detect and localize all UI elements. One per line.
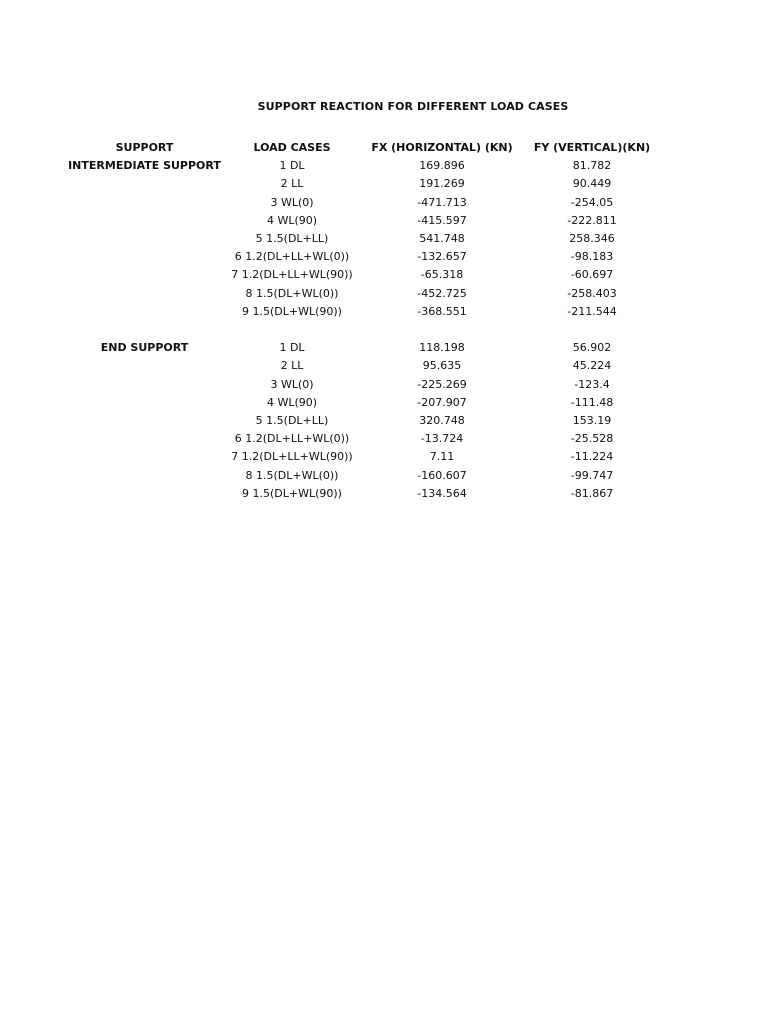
load-case: 1 DL: [279, 341, 305, 355]
load-case: 2 LL: [280, 359, 304, 373]
fy-value: 258.346: [569, 232, 615, 246]
support-empty: [62, 248, 227, 266]
table-row: [62, 448, 657, 466]
support-empty: [62, 194, 227, 212]
table-row: [62, 394, 657, 412]
table-row: [62, 157, 657, 175]
support-empty: [62, 212, 227, 230]
support-name: INTERMEDIATE SUPPORT: [68, 159, 221, 173]
fy-value: -211.544: [567, 304, 617, 318]
header-row: [62, 139, 657, 157]
header-load-cases: LOAD CASES: [253, 141, 331, 154]
support-empty: [62, 357, 227, 375]
fx-value: -13.724: [420, 432, 464, 446]
load-case: 1 DL: [279, 159, 305, 173]
fx-value: -471.713: [417, 195, 467, 209]
fx-value: -160.607: [417, 468, 467, 482]
table-row: [62, 194, 657, 212]
fx-value: -207.907: [417, 395, 467, 409]
table-row: [62, 467, 657, 485]
fy-value: -81.867: [570, 486, 614, 500]
fy-value: 81.782: [572, 159, 612, 173]
support-empty: [62, 266, 227, 284]
load-case: 8 1.5(DL+WL(0)): [245, 468, 339, 482]
table-row: [62, 212, 657, 230]
fx-value: -225.269: [417, 377, 467, 391]
table-row: [62, 303, 657, 321]
table-row: [62, 376, 657, 394]
load-case: 5 1.5(DL+LL): [255, 414, 329, 428]
table-row: [62, 230, 657, 248]
table-row: [62, 175, 657, 193]
fx-value: 191.269: [419, 177, 465, 191]
header-support: SUPPORT: [115, 141, 174, 154]
fy-value: -99.747: [570, 468, 614, 482]
header-fy: FY (VERTICAL)(KN): [533, 141, 651, 154]
fy-value: -258.403: [567, 286, 617, 300]
fy-value: -254.05: [570, 195, 614, 209]
fy-value: -222.811: [567, 213, 617, 227]
load-case: 7 1.2(DL+LL+WL(90)): [231, 450, 353, 464]
table-row: [62, 485, 657, 503]
fy-value: -123.4: [574, 377, 610, 391]
load-case: 6 1.2(DL+LL+WL(0)): [234, 250, 350, 264]
support-empty: [62, 285, 227, 303]
support-empty: [62, 394, 227, 412]
support-empty: [62, 412, 227, 430]
fy-value: 45.224: [572, 359, 612, 373]
fx-value: -452.725: [417, 286, 467, 300]
fx-value: 541.748: [419, 232, 465, 246]
table-body: [62, 157, 657, 503]
table-row: [62, 412, 657, 430]
table-row: [62, 357, 657, 375]
fy-value: 153.19: [572, 414, 612, 428]
support-reaction-table: [62, 139, 657, 503]
fx-value: -134.564: [417, 486, 467, 500]
fx-value: 95.635: [422, 359, 462, 373]
load-case: 8 1.5(DL+WL(0)): [245, 286, 339, 300]
spacer-cell: [62, 321, 657, 339]
fx-value: 169.896: [419, 159, 465, 173]
fy-value: 90.449: [572, 177, 612, 191]
support-empty: [62, 175, 227, 193]
fy-value: -60.697: [570, 268, 614, 282]
support-name: END SUPPORT: [100, 341, 189, 355]
fy-value: -25.528: [570, 432, 614, 446]
fy-value: -11.224: [570, 450, 614, 464]
table-row: [62, 285, 657, 303]
fx-value: -415.597: [417, 213, 467, 227]
fx-value: -132.657: [417, 250, 467, 264]
header-fx: FX (HORIZONTAL) (KN): [371, 141, 513, 154]
group-spacer: [62, 321, 657, 339]
load-case: 4 WL(90): [266, 395, 318, 409]
load-case: 3 WL(0): [270, 195, 314, 209]
fx-value: 118.198: [419, 341, 465, 355]
support-empty: [62, 467, 227, 485]
support-empty: [62, 485, 227, 503]
table-header: [62, 139, 657, 157]
support-empty: [62, 430, 227, 448]
fy-value: 56.902: [572, 341, 612, 355]
fx-value: 320.748: [419, 414, 465, 428]
table-row: [62, 430, 657, 448]
table-row: [62, 248, 657, 266]
table-row: [62, 266, 657, 284]
load-case: 9 1.5(DL+WL(90)): [242, 304, 342, 318]
support-empty: [62, 376, 227, 394]
load-case: 5 1.5(DL+LL): [255, 232, 329, 246]
load-case: 3 WL(0): [270, 377, 314, 391]
support-empty: [62, 303, 227, 321]
fx-value: -368.551: [417, 304, 467, 318]
support-empty: [62, 230, 227, 248]
load-case: 4 WL(90): [266, 213, 318, 227]
page-title: SUPPORT REACTION FOR DIFFERENT LOAD CASES: [257, 100, 569, 113]
load-case: 7 1.2(DL+LL+WL(90)): [231, 268, 353, 282]
table-row: [62, 339, 657, 357]
fy-value: -98.183: [570, 250, 614, 264]
fx-value: 7.11: [429, 450, 455, 464]
load-case: 2 LL: [280, 177, 304, 191]
fx-value: -65.318: [420, 268, 464, 282]
support-empty: [62, 448, 227, 466]
fy-value: -111.48: [570, 395, 614, 409]
load-case: 6 1.2(DL+LL+WL(0)): [234, 432, 350, 446]
load-case: 9 1.5(DL+WL(90)): [242, 486, 342, 500]
